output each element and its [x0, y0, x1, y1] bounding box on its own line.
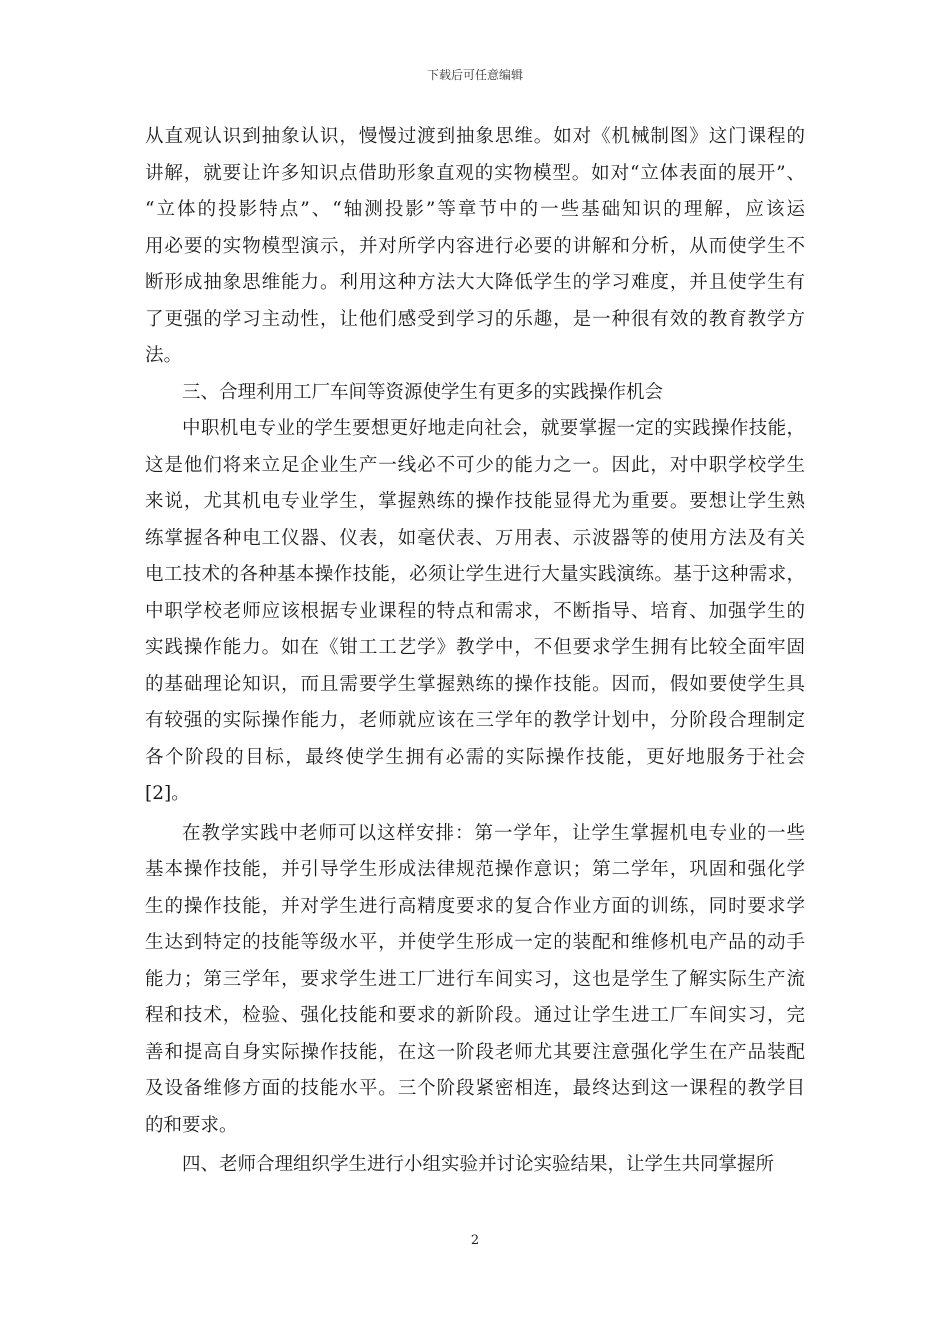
- paragraph: [145, 816, 805, 1145]
- document-body: [145, 119, 805, 1184]
- text-line: 善和提高自身实际操作技能，在这一阶段老师尤其要注意强化学生在产品装配: [145, 1041, 805, 1063]
- text-line: “立体的投影特点”、“轴测投影”等章节中的一些基础知识的理解，应该运: [145, 199, 805, 220]
- text-line: 练掌握各种电工仪器、仪表，如毫伏表、万用表、示波器等的使用方法及有关: [145, 527, 805, 549]
- text-line: 断形成抽象思维能力。利用这种方法大大降低学生的学习难度，并且使学生有: [145, 272, 805, 293]
- paragraph: [145, 119, 805, 375]
- text-line: 及设备维修方面的技能水平。三个阶段紧密相连，最终达到这一课程的教学目: [145, 1078, 805, 1099]
- text-line: 的和要求。: [145, 1114, 238, 1136]
- text-line: 中职学校老师应该根据专业课程的特点和需求，不断指导、培育、加强学生的: [145, 600, 805, 622]
- text-line: 基本操作技能，并引导学生形成法律规范操作意识；第二学年，巩固和强化学: [145, 859, 805, 880]
- text-line: 能力；第三学年，要求学生进工厂进行车间实习，这也是学生了解实际生产流: [145, 968, 805, 990]
- text-line: 生的操作技能，并对学生进行高精度要求的复合作业方面的训练，同时要求学: [145, 895, 805, 917]
- text-line: 用必要的实物模型演示，并对所学内容进行必要的讲解和分析，从而使学生不: [145, 235, 805, 257]
- text-line: 来说，尤其机电专业学生，掌握熟练的操作技能显得尤为重要。要想让学生熟: [145, 491, 805, 512]
- section-heading: [145, 1147, 805, 1184]
- text-line: 法。: [145, 345, 183, 366]
- text-line: 从直观认识到抽象认识，慢慢过渡到抽象思维。如对《机械制图》这门课程的: [145, 126, 805, 147]
- text-line: 的基础理论知识，而且需要学生掌握熟练的操作技能。因而，假如要使学生具: [145, 673, 805, 695]
- text-line: 中职机电专业的学生要想更好地走向社会，就要掌握一定的实践操作技能，: [182, 418, 805, 439]
- text-line: 这是他们将来立足企业生产一线必不可少的能力之一。因此，对中职学校学生: [145, 454, 805, 476]
- page-header: 下载后可任意编辑: [426, 68, 523, 82]
- text-line: 了更强的学习主动性，让他们感受到学习的乐趣，是一种很有效的教育教学方: [145, 308, 805, 330]
- text-line: 有较强的实际操作能力，老师就应该在三学年的教学计划中，分阶段合理制定: [145, 710, 805, 731]
- text-line: 电工技术的各种基本操作技能，必须让学生进行大量实践演练。基于这种需求，: [145, 564, 805, 585]
- text-line: 生达到特定的技能等级水平，并使学生形成一定的装配和维修机电产品的动手: [145, 932, 805, 953]
- text-line: 在教学实践中老师可以这样安排：第一学年，让学生掌握机电专业的一些: [182, 822, 805, 844]
- paragraph: [145, 411, 805, 813]
- text-line: 三、合理利用工厂车间等资源使学生有更多的实践操作机会: [182, 381, 664, 403]
- text-line: 程和技术，检验、强化技能和要求的新阶段。通过让学生进工厂车间实习，完: [145, 1005, 805, 1026]
- text-line: [2]。: [145, 783, 190, 804]
- text-line: 讲解，就要让许多知识点借助形象直观的实物模型。如对“立体表面的展开”、: [145, 162, 805, 184]
- section-heading: [145, 375, 805, 412]
- page-number: 2: [470, 1233, 480, 1248]
- text-line: 四、老师合理组织学生进行小组实验并讨论实验结果，让学生共同掌握所: [182, 1154, 775, 1175]
- text-line: 实践操作能力。如在《钳工工艺学》教学中，不但要求学生拥有比较全面牢固: [145, 637, 805, 658]
- text-line: 各个阶段的目标，最终使学生拥有必需的实际操作技能，更好地服务于社会: [145, 746, 805, 768]
